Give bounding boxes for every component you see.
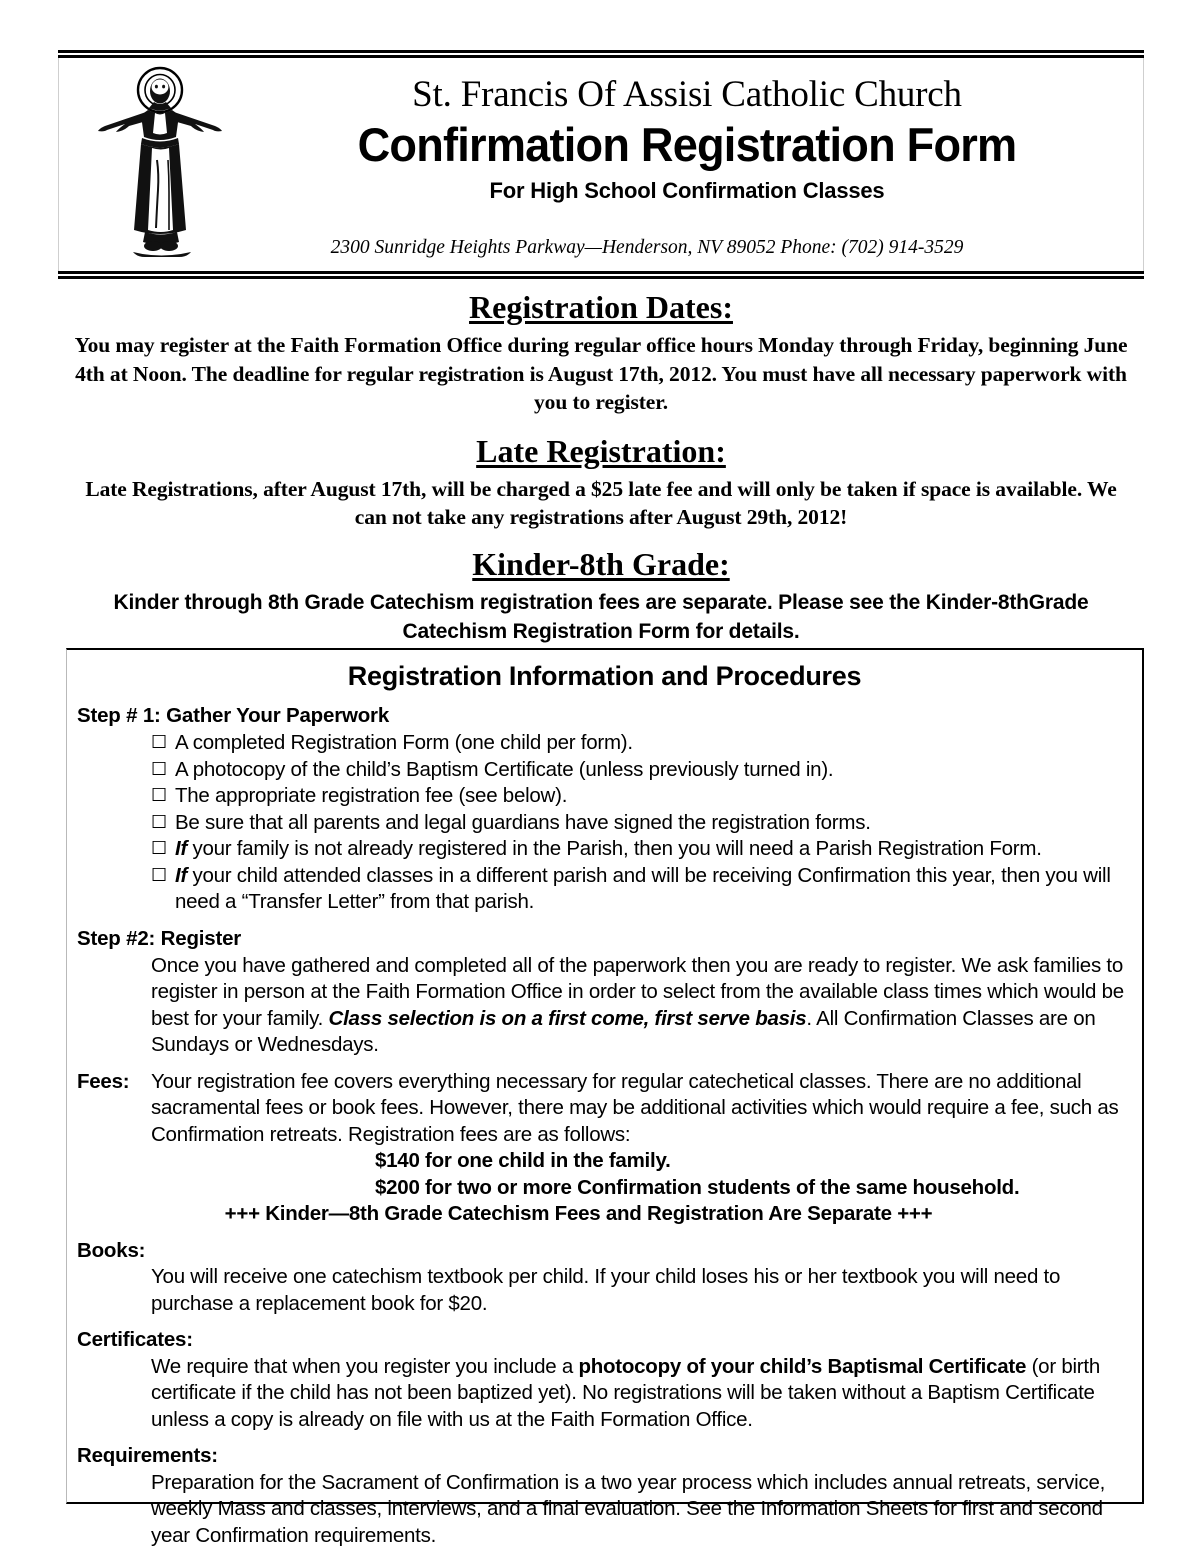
step2-body bbox=[77, 953, 1124, 1059]
requirements-label: Requirements: bbox=[77, 1444, 218, 1467]
certificates-body-part2: (or birth certificate if the child has not been baptized yet). No registrations will be taken without a Baptism Certificate unless a copy is already on file with us at the Faith Formation Office. bbox=[151, 1354, 1100, 1431]
procedures-title: Registration Information and Procedures bbox=[347, 661, 862, 691]
certificates-label: Certificates: bbox=[77, 1328, 193, 1351]
checkbox-icon[interactable]: ☐ bbox=[151, 838, 167, 859]
step2-heading: Step #2: Register bbox=[77, 926, 242, 950]
fee-separate-note: +++ Kinder—8th Grade Catechism Fees and Registration Are Separate +++ bbox=[224, 1202, 933, 1225]
church-name: St. Francis Of Assisi Catholic Church bbox=[412, 74, 962, 115]
form-subtitle: For High School Confirmation Classes bbox=[489, 178, 885, 203]
list-item bbox=[77, 863, 1124, 916]
checkbox-icon[interactable]: ☐ bbox=[151, 785, 167, 806]
list-item-label: Be sure that all parents and legal guardians have signed the registration forms. bbox=[175, 810, 871, 834]
late-registration-heading: Late Registration: bbox=[476, 432, 726, 469]
certificates-body bbox=[77, 1354, 1124, 1434]
step2-body-part2: . All Confirmation Classes are on Sundays or Wednesdays. bbox=[151, 1006, 1096, 1056]
list-item bbox=[77, 730, 1124, 757]
checkbox-icon[interactable]: ☐ bbox=[151, 811, 167, 833]
form-title: Confirmation Registration Form bbox=[357, 118, 1017, 171]
certificates-body-emphasis: photocopy of your child’s Baptismal Certificate bbox=[578, 1354, 1027, 1378]
registration-dates-body: You may register at the Faith Formation Office during regular office hours Monday through Friday, beginning June 4th at Noon. The deadline for regular registration is August 17th, 2012. You must have all necessary paperwork with you to register. bbox=[74, 333, 1128, 414]
fees-label: Fees: bbox=[77, 1069, 130, 1093]
list-item-label: The appropriate registration fee (see below). bbox=[175, 784, 568, 807]
step2-body-emphasis: Class selection is on a first come, first serve basis bbox=[328, 1006, 807, 1030]
checkbox-icon[interactable]: ☐ bbox=[151, 758, 167, 780]
list-item-label: A photocopy of the child’s Baptism Certificate (unless previously turned in). bbox=[175, 757, 834, 781]
kinder-grade-body: Kinder through 8th Grade Catechism registration fees are separate. Please see the Kinder-8thGrade Catechism Registration Form for details. bbox=[113, 590, 1089, 643]
certificates-body-part1: We require that when you register you include a bbox=[151, 1354, 579, 1378]
list-item bbox=[77, 757, 1124, 784]
late-registration-body: Late Registrations, after August 17th, will be charged a $25 late fee and will only be taken if space is available. We can not take any registrations after August 29th, 2012! bbox=[85, 476, 1117, 529]
list-item-emphasis: If bbox=[175, 837, 188, 860]
checkbox-icon[interactable]: ☐ bbox=[151, 732, 167, 753]
list-item-emphasis: If bbox=[175, 863, 188, 887]
list-item-label: your family is not already registered in the Parish, then you will need a Parish Registration Form. bbox=[187, 837, 1042, 860]
header-bottom-rule bbox=[58, 271, 1144, 279]
list-item-label: A completed Registration Form (one child per form). bbox=[175, 731, 633, 754]
registration-notices bbox=[58, 287, 1144, 646]
checkbox-icon[interactable]: ☐ bbox=[151, 864, 167, 886]
requirements-body: Preparation for the Sacrament of Confirmation is a two year process which includes annual retreats, service, weekly Mass and classes, interviews, and a final evaluation. See the Information Sheets for first and second year Confirmation requirements. bbox=[151, 1470, 1106, 1547]
fee-one-child: $140 for one child in the family. bbox=[375, 1149, 671, 1172]
step2-body-part1: Once you have gathered and completed all of the paperwork then you are ready to register. We ask families to register in person at the Faith Formation Office in order to select from the available class times which would be best for your family. bbox=[151, 953, 1124, 1030]
header-top-rule bbox=[58, 50, 1144, 58]
address-line: 2300 Sunridge Heights Parkway—Henderson, NV 89052 Phone: (702) 914-3529 bbox=[330, 237, 964, 258]
st-francis-figure-icon bbox=[95, 64, 225, 264]
letterhead-header bbox=[58, 50, 1144, 279]
fee-multi-child: $200 for two or more Confirmation students of the same household. bbox=[375, 1175, 1020, 1199]
fees-body: Your registration fee covers everything necessary for regular catechetical classes. There are no additional sacramental fees or book fees. However, there may be additional activities which would require a fee, such as Confirmation retreats. Registration fees are as follows: bbox=[151, 1069, 1119, 1146]
list-item bbox=[77, 836, 1124, 863]
registration-dates-heading: Registration Dates: bbox=[469, 289, 733, 325]
procedures-box bbox=[66, 648, 1144, 1547]
fees-section bbox=[77, 1069, 1124, 1149]
list-item bbox=[77, 810, 1124, 837]
list-item-label: your child attended classes in a different parish and will be receiving Confirmation this year, then you will need a “Transfer Letter” from that parish. bbox=[175, 863, 1111, 913]
list-item bbox=[77, 783, 1124, 810]
books-label: Books: bbox=[77, 1238, 146, 1262]
step1-heading: Step # 1: Gather Your Paperwork bbox=[77, 704, 390, 727]
step1-checklist bbox=[77, 730, 1124, 916]
books-body: You will receive one catechism textbook per child. If your child loses his or her textbook you will need to purchase a replacement book for $20. bbox=[151, 1265, 1061, 1315]
kinder-grade-heading: Kinder-8th Grade: bbox=[472, 545, 730, 582]
